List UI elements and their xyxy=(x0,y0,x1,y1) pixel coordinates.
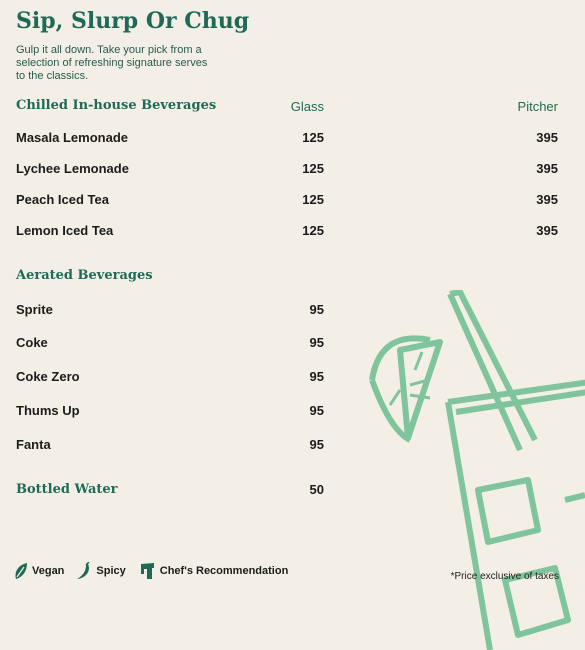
legend-spicy-label: Spicy xyxy=(96,565,126,577)
legend-chef-label: Chef's Recommendation xyxy=(159,565,289,577)
drink-illustration xyxy=(360,290,585,650)
menu-item-pitcher-price: 395 xyxy=(536,223,558,238)
page-subtitle: Gulp it all down. Take your pick from a selection of refreshing signature serves to the classics. xyxy=(16,44,208,82)
menu-item-price: 95 xyxy=(309,403,324,418)
legend xyxy=(14,562,300,580)
column-header-pitcher: Pitcher xyxy=(517,99,558,114)
menu-item-glass-price: 125 xyxy=(302,223,324,238)
menu-item-name: Thums Up xyxy=(16,403,80,418)
column-header-glass: Glass xyxy=(290,99,324,114)
menu-item-price: 95 xyxy=(309,335,324,350)
leaf-icon xyxy=(14,562,28,580)
legend-vegan xyxy=(14,562,64,580)
menu-item-glass-price: 125 xyxy=(302,161,324,176)
price-note: *Price exclusive of taxes xyxy=(450,571,559,582)
menu-item-price: 95 xyxy=(309,302,324,317)
menu-item-pitcher-price: 395 xyxy=(536,161,558,176)
legend-spicy xyxy=(76,562,125,580)
menu-item-name: Sprite xyxy=(16,302,53,317)
page-title: Sip, Slurp Or Chug xyxy=(16,8,250,34)
menu-item-pitcher-price: 395 xyxy=(536,192,558,207)
section-heading-chilled: Chilled In-house Beverages xyxy=(16,98,217,113)
menu-item-price: 95 xyxy=(309,437,324,452)
menu-item-name: Masala Lemonade xyxy=(16,130,128,145)
menu-item-pitcher-price: 395 xyxy=(536,130,558,145)
menu-item-glass-price: 125 xyxy=(302,130,324,145)
menu-item-glass-price: 125 xyxy=(302,192,324,207)
menu-item-price: 95 xyxy=(309,369,324,384)
water-price: 50 xyxy=(309,482,324,497)
section-heading-aerated: Aerated Beverages xyxy=(16,268,153,283)
menu-item-name: Peach Iced Tea xyxy=(16,192,109,207)
menu-item-name: Coke Zero xyxy=(16,369,80,384)
menu-item-name: Lychee Lemonade xyxy=(16,161,129,176)
section-heading-water: Bottled Water xyxy=(16,482,118,497)
menu-item-name: Lemon Iced Tea xyxy=(16,223,114,238)
menu-item-name: Coke xyxy=(16,335,48,350)
menu-item-name: Fanta xyxy=(16,437,51,452)
chili-icon xyxy=(76,562,92,580)
legend-vegan-label: Vegan xyxy=(32,565,65,577)
chef-hat-icon xyxy=(138,562,156,580)
legend-chef xyxy=(138,562,289,580)
